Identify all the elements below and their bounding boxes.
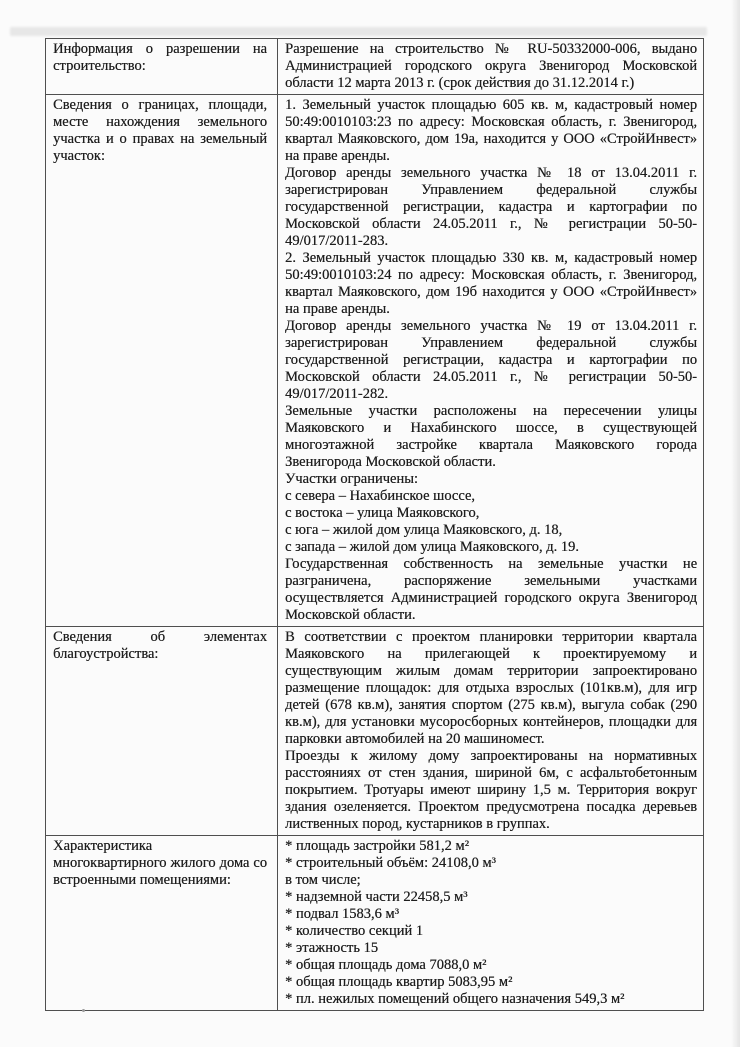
paragraph: 2. Земельный участок площадью 330 кв. м, кадастровый номер 50:49:0010103:24 по адресу: Московская область, г. Звенигород, квартал Маяковского, дом 19б находится у ООО «СтройИнвест» на праве аренды. [285, 250, 697, 317]
paragraph: Договор аренды земельного участка № 19 от 13.04.2011 г. зарегистрирован Управлением федеральной службы государственной регистрации, кадастра и картографии по Московской области 24.05.2011 г., № регистрации 50-50-49/017/2011-282. [285, 318, 697, 402]
row-content-cell [278, 627, 704, 836]
row-label: Информация о разрешении на строительство: [53, 41, 267, 74]
paragraph: Земельные участки расположены на пересечении улицы Маяковского и Нахабинского шоссе, в существующей многоэтажной застройке квартала Маяковского города Звенигорода Московской области. [285, 403, 697, 470]
paragraph: Государственная собственность на земельные участки не разграничена, распоряжение земельными участками осуществляется Администрацией городского округа Звенигород Московской области. [285, 556, 697, 623]
spec-line: в том числе; [285, 872, 361, 888]
paragraph: с востока – улица Маяковского, [285, 505, 480, 521]
spec-line: * подвал 1583,6 м³ [285, 906, 399, 922]
table-row-building-characteristics [46, 836, 704, 1011]
paragraph: с юга – жилой дом улица Маяковского, д. 18, [285, 522, 563, 538]
table-row-land-plot-info [46, 95, 704, 627]
paragraph: Проезды к жилому дому запроектированы на нормативных расстояниях от стен здания, шириной 6м, с асфальтобетонным покрытием. Тротуары имеют ширину 1,5 м. Территория вокруг здания озеленяется. Проектом предусмотрена посадка деревьев лиственных пород, кустарников в группах. [285, 748, 697, 832]
table-row-construction-permit [46, 39, 704, 95]
paragraph: с запада – жилой дом улица Маяковского, д. 19. [285, 539, 579, 555]
spec-line: * пл. нежилых помещений общего назначения 549,3 м² [285, 991, 625, 1007]
paragraph: с севера – Нахабинское шоссе, [285, 488, 475, 504]
spec-line: * этажность 15 [285, 940, 378, 956]
paragraph: В соответствии с проектом планировки территории квартала Маяковского на прилегающей к проектируемому и существующим жилым домам территории запроектировано размещение площадок: для отдыха взрослых (101кв.м), для игр детей (678 кв.м), занятия спортом (275 кв.м), выгула собак (290 кв.м), для установки мусоросборных контейнеров, площадки для парковки автомобилей на 20 машиномест. [285, 629, 697, 747]
row-label: Сведения об элементах благоустройства: [53, 629, 267, 662]
spec-line: * надземной части 22458,5 м³ [285, 889, 468, 905]
scan-speck [82, 1009, 85, 1012]
spec-line: * строительный объём: 24108,0 м³ [285, 855, 496, 871]
spec-line: * площадь застройки 581,2 м² [285, 838, 469, 854]
permit-info-table [45, 38, 704, 1011]
row-content-cell [278, 39, 704, 95]
table-row-landscaping-info [46, 627, 704, 836]
paragraph: Разрешение на строительство № RU-50332000-006, выдано Администрацией городского округа Звенигород Московской области 12 марта 2013 г. (срок действия до 31.12.2014 г.) [285, 41, 697, 91]
scan-artifact-right-edge [731, 0, 740, 1047]
row-label-cell [46, 836, 278, 1011]
spec-line: * общая площадь квартир 5083,95 м² [285, 974, 513, 990]
row-label: Характеристика многоквартирного жилого дома со встроенными помещениями: [53, 838, 267, 888]
paragraph: Договор аренды земельного участка № 18 от 13.04.2011 г. зарегистрирован Управлением федеральной службы государственной регистрации, кадастра и картографии по Московской области 24.05.2011 г., № регистрации 50-50-49/017/2011-283. [285, 165, 697, 249]
paragraph: Участки ограничены: [285, 471, 418, 487]
row-content-cell [278, 95, 704, 627]
paragraph: 1. Земельный участок площадью 605 кв. м, кадастровый номер 50:49:0010103:23 по адресу: Московская область, г. Звенигород, квартал Маяковского, дом 19а, находится у ООО «СтройИнвест» на праве аренды. [285, 97, 697, 164]
spec-line: * общая площадь дома 7088,0 м² [285, 957, 487, 973]
row-label-cell [46, 39, 278, 95]
row-label: Сведения о границах, площади, месте нахождения земельного участка и о правах на земельный участок: [53, 97, 267, 164]
row-label-cell [46, 627, 278, 836]
scan-artifact-top-band [10, 27, 707, 36]
spec-line: * количество секций 1 [285, 923, 423, 939]
row-label-cell [46, 95, 278, 627]
row-content-cell [278, 836, 704, 1011]
